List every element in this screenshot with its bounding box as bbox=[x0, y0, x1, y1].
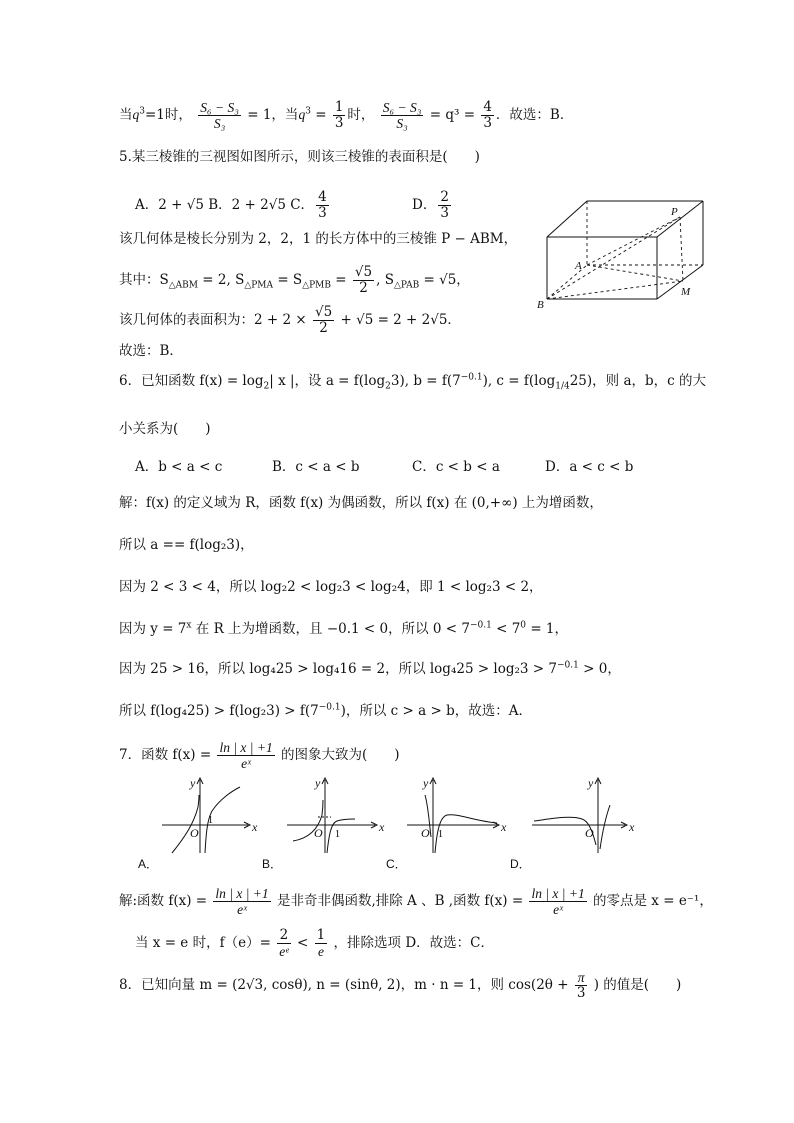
curve-left bbox=[172, 795, 199, 853]
q7-caption-d: D． bbox=[510, 857, 531, 871]
q5-answer: 故选：B． bbox=[119, 343, 183, 359]
edge bbox=[547, 201, 587, 237]
svg-text:x: x bbox=[379, 820, 385, 834]
edge bbox=[657, 265, 703, 299]
q6-option-a[interactable]: A．b < a < c bbox=[135, 459, 223, 475]
q6-solution-4: 因为 $y = 7^x$ 在 R 上为增函数，且 −0.1 < 0，所以 $0 < 7^{-0.1} < 7^0 = 1$， bbox=[119, 620, 569, 637]
label-m: M bbox=[681, 286, 691, 298]
label-p: P bbox=[671, 206, 678, 218]
pyramid-edge bbox=[680, 217, 683, 281]
q6-solution-6: 所以 $f(\log_425) > f(\log_23) > f(7^{-0.1})$，所以 c > a > b，故选：A． bbox=[119, 702, 532, 719]
svg-text:O: O bbox=[190, 826, 199, 840]
q7-solution-1: 解:函数 f(x) = $\frac{\ln | x | +1}{\text{eˣ}}$ 是非奇非偶函数,排除 A 、B ,函数 f(x) = $\frac{\ln | x | +1}{\text{eˣ}}$ 的零点是 x = e⁻¹， bbox=[119, 886, 713, 917]
svg-text:x: x bbox=[629, 820, 635, 834]
q7-caption-c: C． bbox=[386, 857, 407, 871]
q6-solution-2: 所以 a == f(log₂3)， bbox=[119, 537, 254, 553]
q6-stem-1: 6．已知函数 $f(x) = \log_2|$ x |，设 $a = f(\log_23)$, $b = f(7^{-0.1})$, $c = f(\log_{1/4}25)$，则 a，b，c 的大 bbox=[119, 372, 706, 392]
q5-option-b[interactable]: B．2 + 2√5 bbox=[208, 197, 286, 213]
q5-box-figure bbox=[535, 195, 715, 315]
q6-solution-1: 解：f(x) 的定义域为 R，函数 f(x) 为偶函数，所以 f(x) 在 (0,+∞) 上为增函数， bbox=[119, 495, 603, 511]
svg-text:y: y bbox=[588, 776, 594, 790]
svg-text:1: 1 bbox=[208, 815, 213, 826]
svg-text:1: 1 bbox=[438, 829, 443, 840]
q7-stem: 7．函数 f(x) = $\frac{\ln | x | +1}{\text{eˣ}}$ 的图象大致为( ) bbox=[119, 740, 400, 771]
svg-text:y: y bbox=[315, 776, 321, 790]
label-b: B bbox=[537, 299, 544, 311]
q7-caption-a: A． bbox=[138, 857, 159, 871]
q6-option-c[interactable]: C．c < b < a bbox=[412, 459, 500, 475]
q5-solution-line-2: 其中：$S_{\triangle ABM} = 2$, $S_{\triangle PMA} = S_{\triangle PMB}$ = $\frac{√5}{2}$ , $S_{\triangle PAB} = √5$， bbox=[119, 264, 470, 296]
svg-text:y: y bbox=[190, 776, 196, 790]
q6-solution-5: 因为 25 > 16，所以 log₄25 > log₄16 = 2，所以 $\log_425 > \log_23 > 7^{-0.1} > 0$， bbox=[119, 660, 621, 677]
q4-solution-line: 当$q^3=1$时， $\frac{\text{S₆ − S₃}}{\text{S₃}}$ = 1，当$q^3$ = $\frac{1}{3}$ 时， $\frac{\text{S₆ − S₃}}{\text{S₃}}$ = q³ = $\frac{4}{3}$ ．故选：B． bbox=[119, 99, 574, 131]
q5-solution-line-1: 该几何体是棱长分别为 2，2，1 的长方体中的三棱锥 P − ABM， bbox=[119, 231, 518, 247]
q5-options bbox=[135, 190, 331, 221]
q7-graph-a[interactable] bbox=[160, 775, 265, 855]
pyramid-edge bbox=[547, 281, 683, 299]
q6-option-d[interactable]: D．a < c < b bbox=[545, 459, 634, 475]
svg-text:O: O bbox=[585, 826, 594, 840]
q5-solution-line-3: 该几何体的表面积为：2 + 2 × $\frac{√5}{2}$ + √5 = 2 + 2√5． bbox=[119, 304, 461, 336]
q7-graph-d[interactable] bbox=[530, 775, 635, 855]
svg-text:y: y bbox=[423, 776, 429, 790]
svg-text:x: x bbox=[252, 820, 258, 834]
curve-right bbox=[435, 815, 497, 853]
q6-stem-2: 小关系为( ) bbox=[119, 421, 211, 437]
q7-solution-2: 当 x = e 时，f（e）= $\frac{2}{\text{eᵉ}}$ < $\frac{1}{e}$ ，排除选项 D．故选：C． bbox=[135, 927, 494, 959]
q5-option-d[interactable]: D． $\frac{2}{3}$ bbox=[412, 189, 449, 221]
curve-right bbox=[327, 819, 355, 853]
q7-graph-b[interactable] bbox=[285, 775, 390, 855]
svg-text:1: 1 bbox=[335, 829, 340, 840]
q5-stem: 5.某三棱锥的三视图如图所示，则该三棱锥的表面积是( ) bbox=[119, 149, 480, 165]
svg-text:O: O bbox=[421, 826, 430, 840]
pyramid-edge bbox=[587, 265, 683, 281]
q5-option-c[interactable]: C． $\frac{4}{3}$ bbox=[290, 189, 327, 221]
curve-right bbox=[600, 805, 610, 849]
svg-text:x: x bbox=[501, 820, 507, 834]
q6-option-b[interactable]: B．c < a < b bbox=[272, 459, 360, 475]
q5-option-a[interactable]: A．2 + √5 bbox=[135, 197, 204, 213]
q7-caption-b: B． bbox=[262, 857, 283, 871]
pyramid-edge bbox=[547, 217, 680, 299]
svg-text:O: O bbox=[314, 826, 323, 840]
pyramid-edge bbox=[587, 217, 680, 265]
q6-solution-3: 因为 2 < 3 < 4，所以 log₂2 < log₂3 < log₂4，即 1 < log₂3 < 2， bbox=[119, 579, 543, 595]
q7-graph-c[interactable] bbox=[405, 775, 510, 855]
label-a: A bbox=[575, 260, 582, 272]
q8-stem: 8．已知向量 m = (2√3, cosθ), n = (sinθ, 2)，m · n = 1，则 cos(2θ + $\frac{\pi}{3}$ ) 的值是( ) bbox=[119, 970, 682, 1001]
